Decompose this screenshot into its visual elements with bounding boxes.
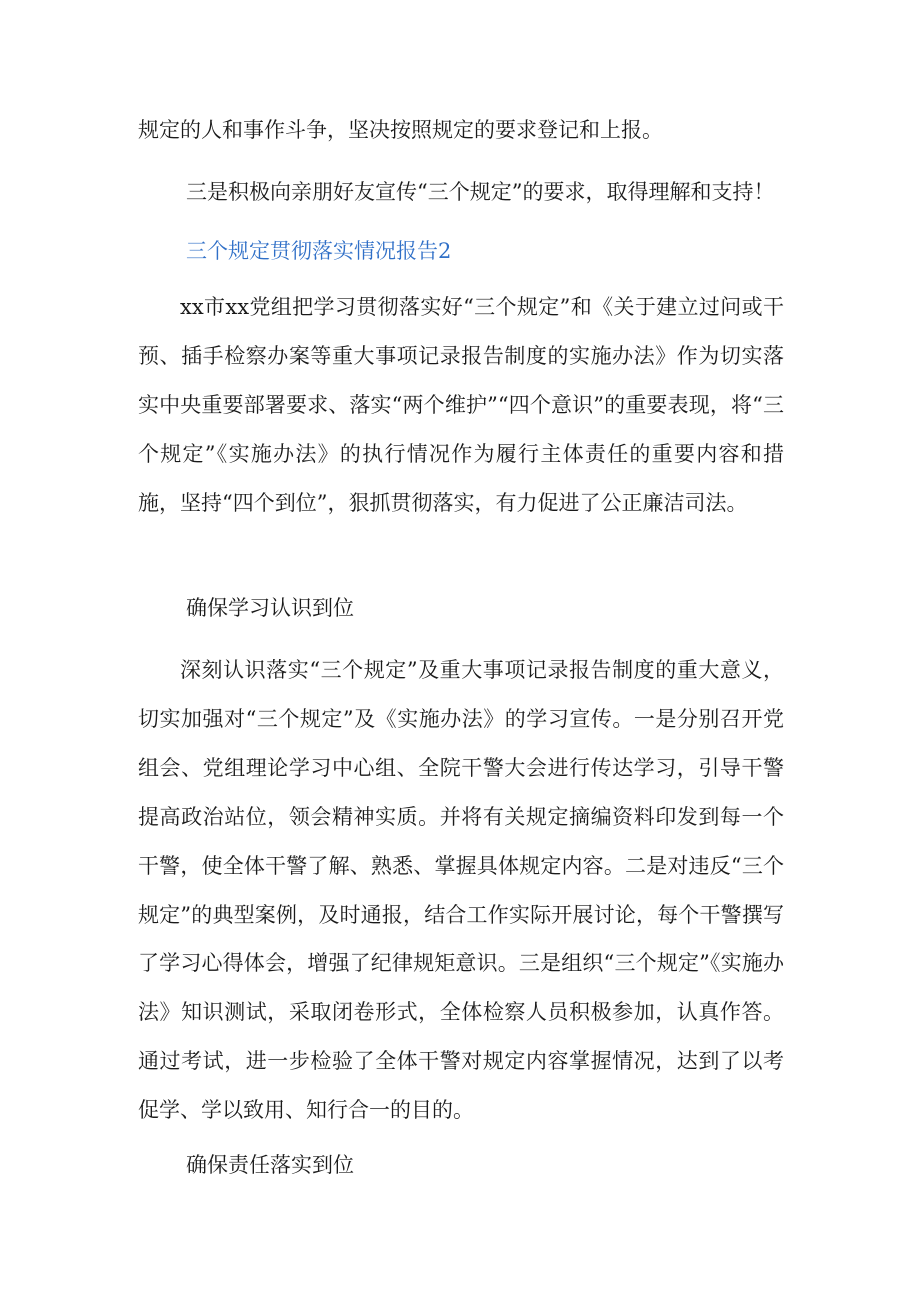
study-paragraph: 深刻认识落实“三个规定”及重大事项记录报告制度的重大意义，切实加强对“三个规定”及《实施办法》的学习宣传。一是分别召开党组会、党组理论学习中心组、全院干警大会进行传达学习，引导干警提高政治站位，领会精神实质。并将有关规定摘编资料印发到每一个干警，使全体干警了解、熟悉、掌握具体规定内容。二是对违反“三个规定”的典型案例，及时通报，结合工作实际开展讨论，每个干警撰写了学习心得体会，增强了纪律规矩意识。三是组织“三个规定”《实施办法》知识测试，采取闭卷形式，全体检察人员积极参加，认真作答。通过考试，进一步检验了全体干警对规定内容掌握情况，达到了以考促学、学以致用、知行合一的目的。: [138, 658, 784, 1123]
section-heading: [186, 236, 786, 266]
text-line-third-point: [186, 177, 786, 207]
intro-paragraph-block: [138, 283, 784, 528]
subheading-responsibility: 确保责任落实到位: [186, 1153, 354, 1177]
subheading-study: 确保学习认识到位: [186, 596, 354, 620]
continuation-text: 规定的人和事作斗争，坚决按照规定的要求登记和上报。: [138, 118, 663, 142]
report-heading: 三个规定贯彻落实情况报告2: [186, 239, 452, 263]
subheading-responsibility-block: [186, 1150, 786, 1180]
study-paragraph-block: [138, 646, 784, 1135]
subheading-study-block: [186, 593, 786, 623]
text-line-continuation: [138, 115, 784, 145]
third-point-text: 三是积极向亲朋好友宣传“三个规定”的要求，取得理解和支持！: [186, 180, 775, 204]
intro-paragraph: xx市xx党组把学习贯彻落实好“三个规定”和《关于建立过问或干预、插手检察办案等重大事项记录报告制度的实施办法》作为切实落实中央重要部署要求、落实“两个维护”“四个意识”的重要表现，将“三个规定”《实施办法》的执行情况作为履行主体责任的重要内容和措施，坚持“四个到位”，狠抓贯彻落实，有力促进了公正廉洁司法。: [138, 295, 784, 515]
